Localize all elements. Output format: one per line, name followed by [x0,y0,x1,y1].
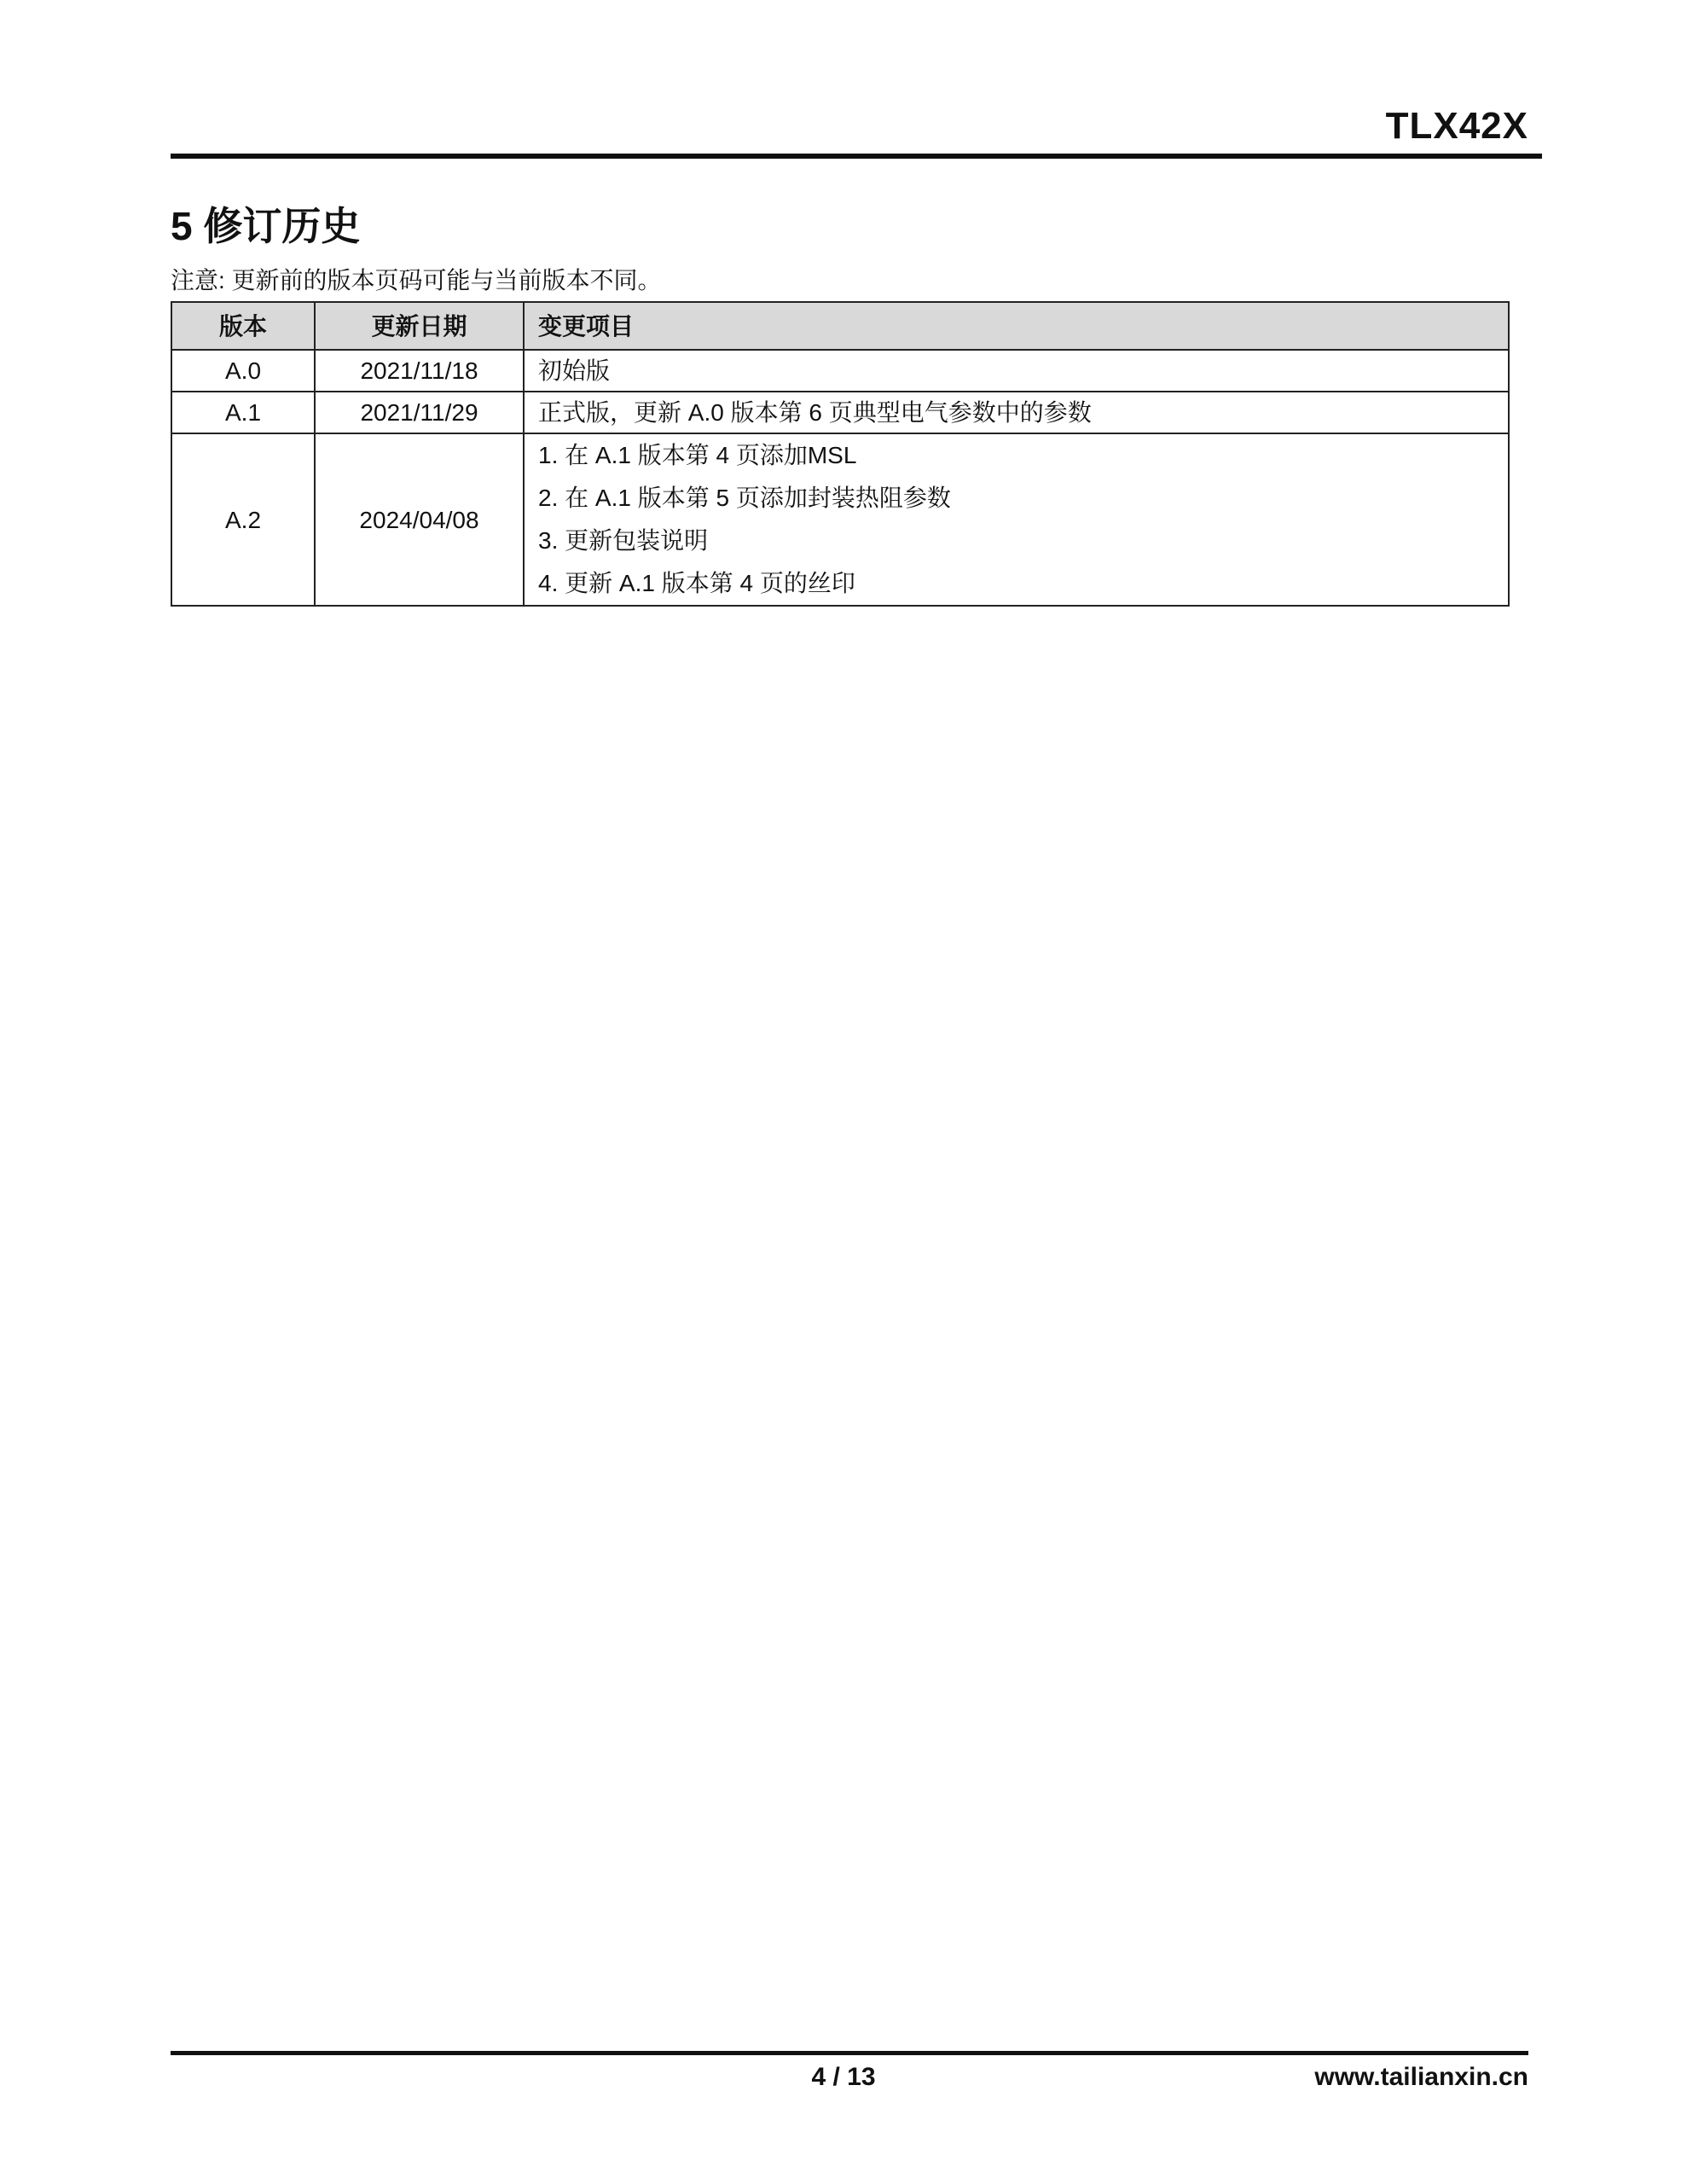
table-row [171,350,1509,392]
table-row [171,433,1509,606]
version-cell: A.2 [171,433,315,606]
website-link[interactable]: www.tailianxin.cn [1314,2063,1528,2091]
version-cell: A.0 [171,350,315,392]
changes-cell: 初始版 [524,350,1509,392]
change-item: 3. 更新包装说明 [538,527,709,554]
document-title: TLX42X [1385,105,1528,147]
column-header-changes: 变更项目 [524,302,1509,350]
changes-cell [524,433,1509,606]
footer-divider [171,2051,1528,2055]
column-header-date: 更新日期 [315,302,524,350]
table-row [171,392,1509,433]
version-cell: A.1 [171,392,315,433]
header-divider [171,154,1542,159]
table-header-row [171,302,1509,350]
change-item: 2. 在 A.1 版本第 5 页添加封装热阻参数 [538,485,951,511]
page-number: 4 / 13 [811,2063,876,2091]
column-header-version: 版本 [171,302,315,350]
date-cell: 2021/11/29 [315,392,524,433]
date-cell: 2021/11/18 [315,350,524,392]
change-item: 4. 更新 A.1 版本第 4 页的丝印 [538,570,855,596]
change-item: 1. 在 A.1 版本第 4 页添加MSL [538,442,857,468]
date-cell: 2024/04/08 [315,433,524,606]
section-heading: 5 修订历史 [171,204,361,248]
changes-cell: 正式版，更新 A.0 版本第 6 页典型电气参数中的参数 [524,392,1509,433]
revision-note: 注意: 更新前的版本页码可能与当前版本不同。 [171,267,662,293]
revision-history-table [171,301,1510,607]
